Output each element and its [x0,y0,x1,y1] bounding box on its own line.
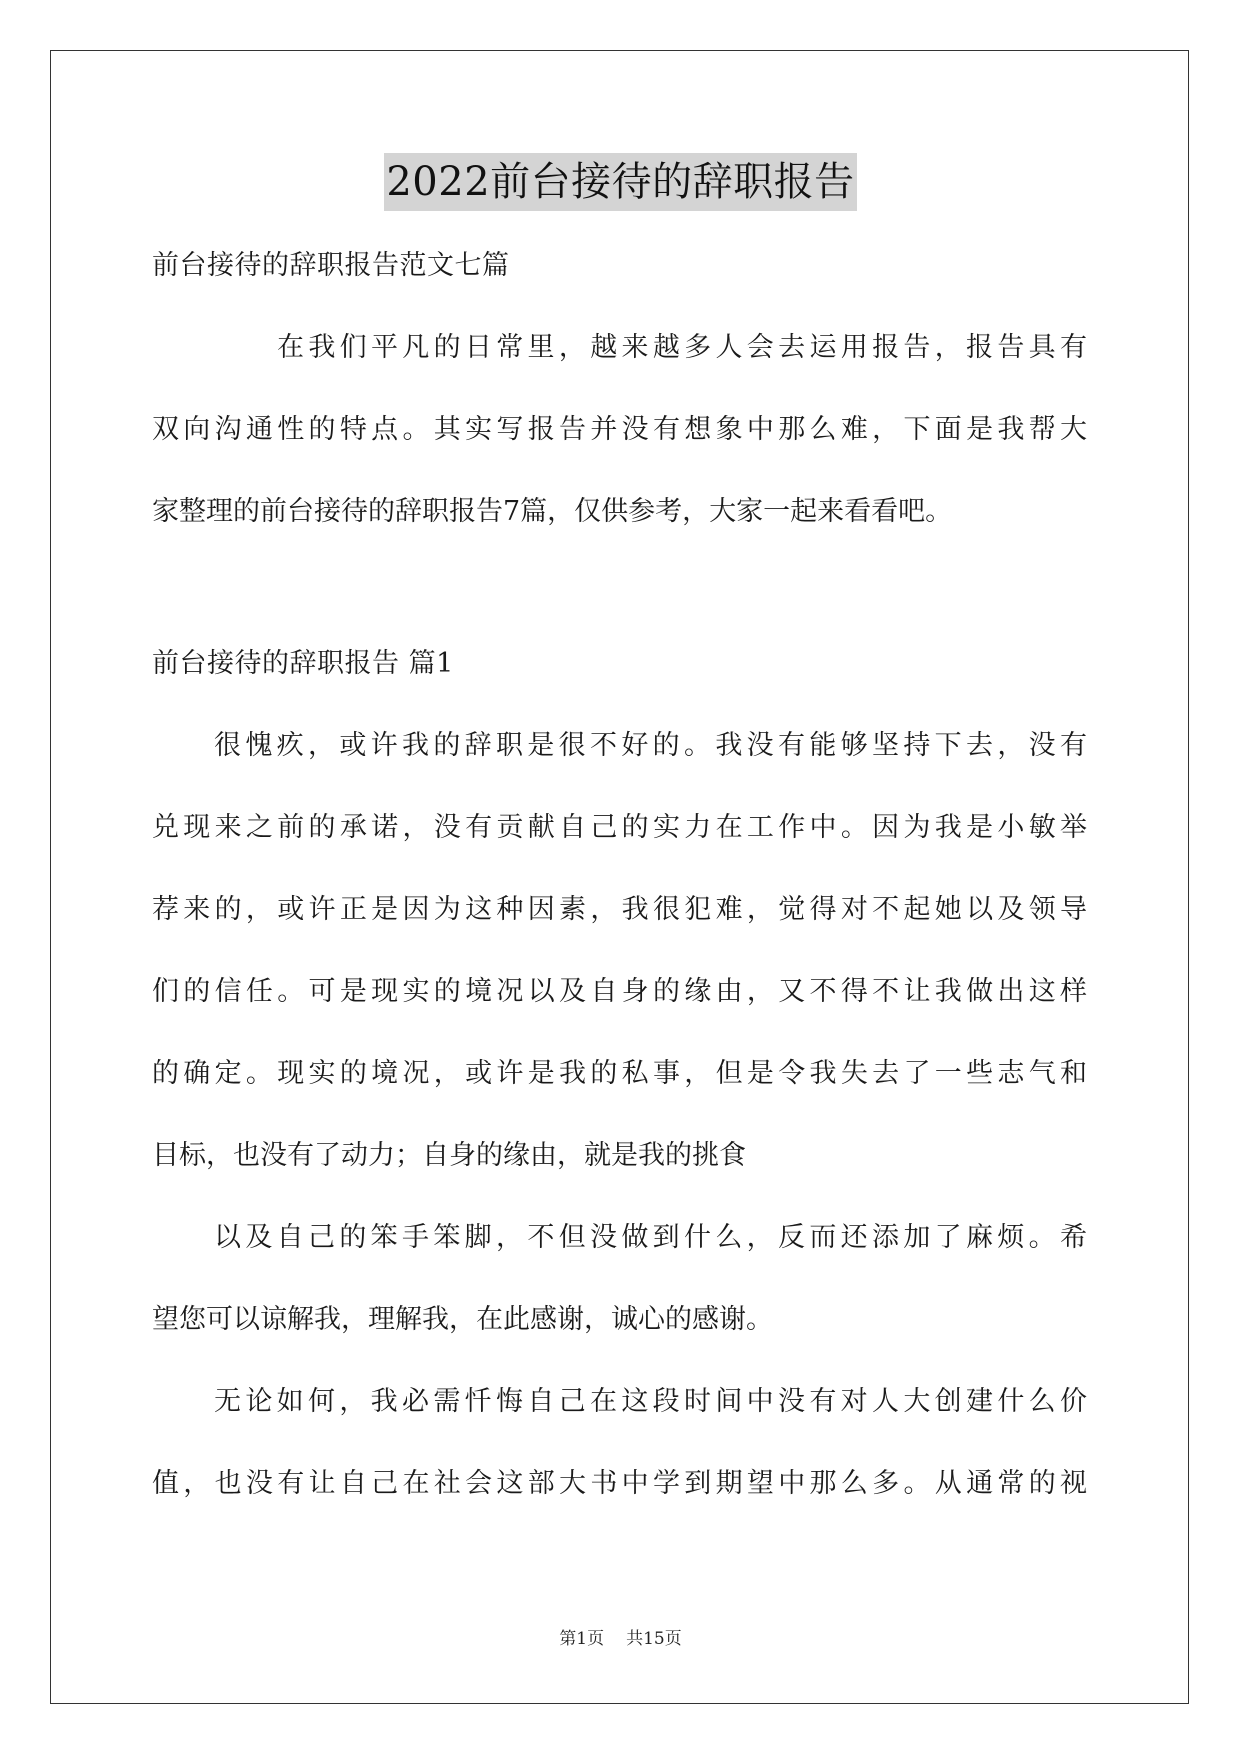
section-heading: 前台接待的辞职报告 篇1 [152,648,454,679]
paragraph-line: 以及自己的笨手笨脚，不但没做到什么，反而还添加了麻烦。希 [214,1222,1087,1253]
intro-line: 在我们平凡的日常里，越来越多人会去运用报告，报告具有 [277,332,1087,363]
document-subtitle: 前台接待的辞职报告范文七篇 [152,250,510,281]
page-total: 共15页 [626,1629,682,1649]
paragraph-line: 目标，也没有了动力；自身的缘由，就是我的挑食 [152,1140,746,1171]
document-title: 2022前台接待的辞职报告 [384,153,856,211]
paragraph-line: 荐来的，或许正是因为这种因素，我很犯难，觉得对不起她以及领导 [152,894,1087,925]
spacer [152,553,1087,623]
paragraph-line: 很愧疚，或许我的辞职是很不好的。我没有能够坚持下去，没有 [214,730,1087,761]
page-footer [0,1627,1241,1651]
intro-line: 家整理的前台接待的辞职报告7篇，仅供参考，大家一起来看看吧。 [152,496,953,527]
title-container [0,153,1241,211]
paragraph-line: 望您可以谅解我，理解我，在此感谢，诚心的感谢。 [152,1304,773,1335]
paragraph-line: 值，也没有让自己在社会这部大书中学到期望中那么多。从通常的视 [152,1468,1087,1499]
document-body [152,225,1087,1525]
paragraph-line: 兑现来之前的承诺，没有贡献自己的实力在工作中。因为我是小敏举 [152,812,1087,843]
page-number: 第1页 [559,1629,605,1649]
intro-line: 双向沟通性的特点。其实写报告并没有想象中那么难，下面是我帮大 [152,414,1087,445]
paragraph-line: 们的信任。可是现实的境况以及自身的缘由，又不得不让我做出这样 [152,976,1087,1007]
paragraph-line: 的确定。现实的境况，或许是我的私事，但是令我失去了一些志气和 [152,1058,1087,1089]
paragraph-line: 无论如何，我必需忏悔自己在这段时间中没有对人大创建什么价 [214,1386,1087,1417]
